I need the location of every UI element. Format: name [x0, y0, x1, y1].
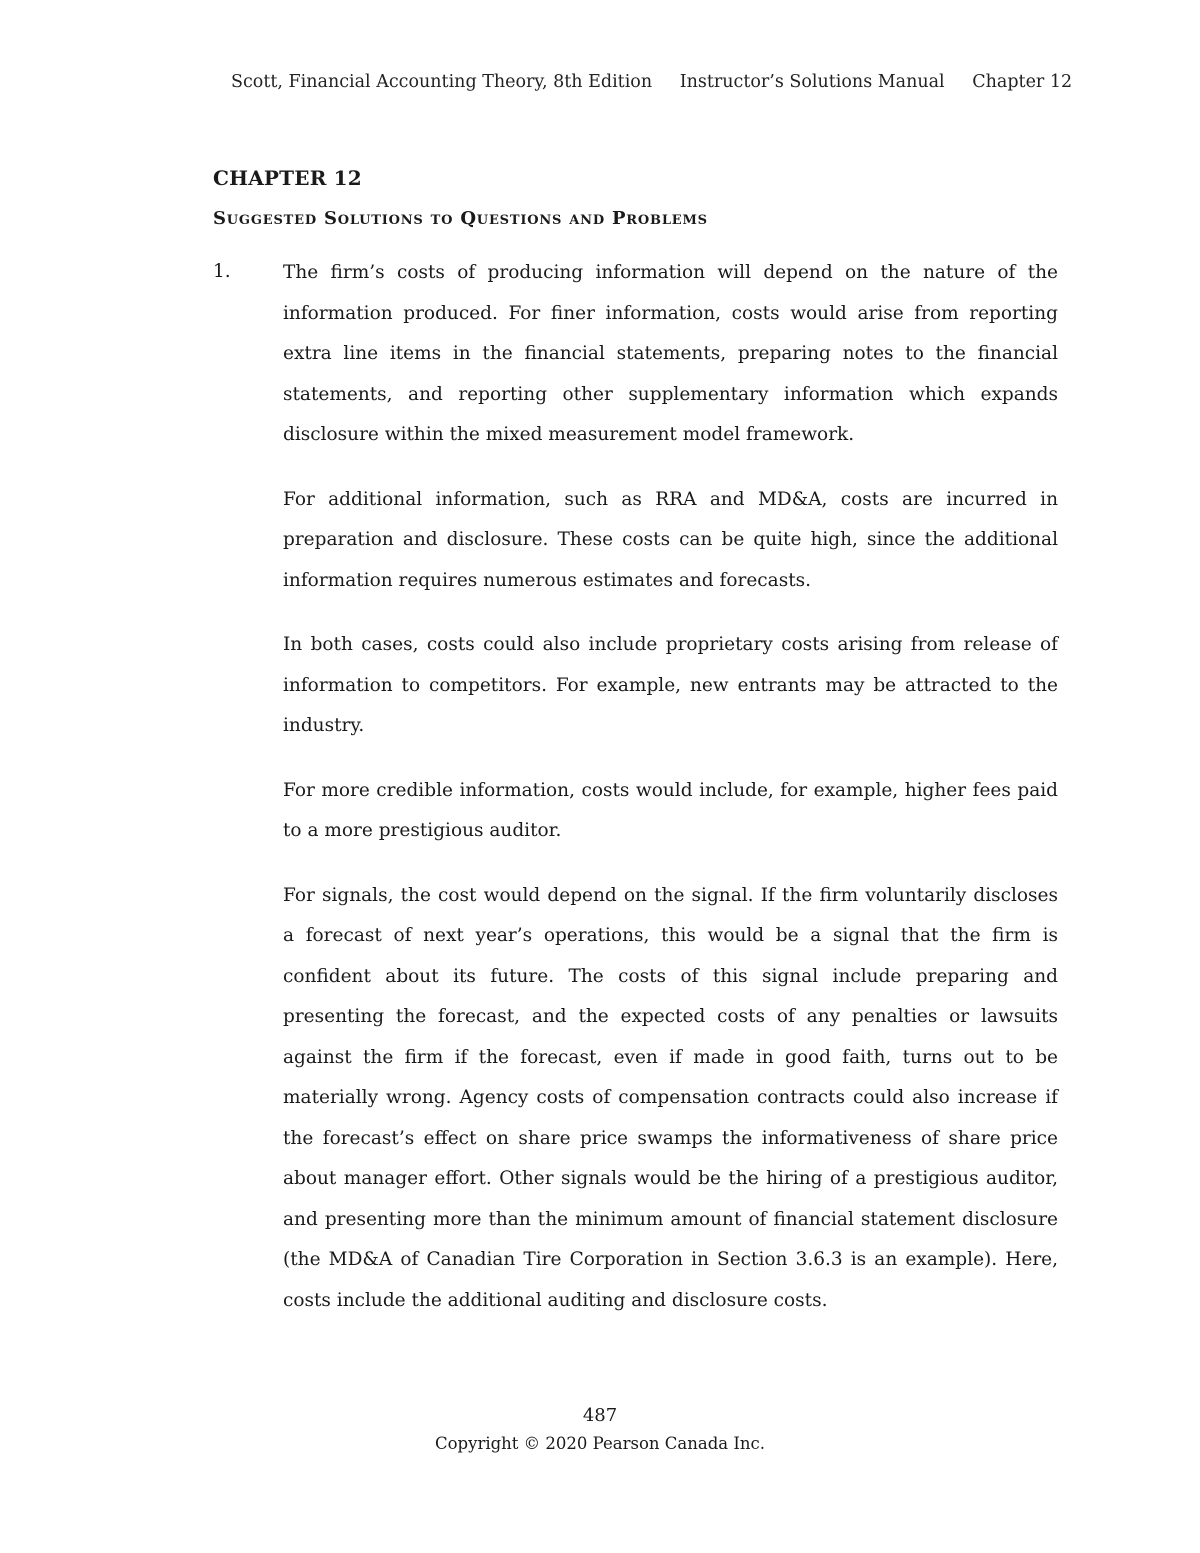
header-manual-title: Instructor’s Solutions Manual: [679, 72, 945, 92]
running-header: [231, 72, 1072, 92]
question-number: 1.: [213, 261, 231, 282]
copyright-notice: Copyright © 2020 Pearson Canada Inc.: [435, 1434, 765, 1453]
answer-body: [283, 253, 1058, 1345]
page-number: 487: [582, 1405, 618, 1426]
page-footer: [0, 1404, 1200, 1456]
answer-paragraph: The firm’s costs of producing information will depend on the nature of the information produced. For finer information, costs would arise from reporting extra line items in the financial statements, preparing notes to the financial statements, and reporting other supplementary information which expands disclosure within the mixed measurement model framework.: [283, 262, 1058, 445]
answer-paragraph: For signals, the cost would depend on the signal. If the firm voluntarily discloses a forecast of next year’s operations, this would be a signal that the firm is confident about its future. The costs of this signal include preparing and presenting the forecast, and the expected costs of any penalties or lawsuits against the firm if the forecast, even if made in good faith, turns out to be materially wrong. Agency costs of compensation contracts could also increase if the forecast’s effect on share price swamps the informativeness of share price about manager effort. Other signals would be the hiring of a prestigious auditor, and presenting more than the minimum amount of financial statement disclosure (the MD&A of Canadian Tire Corporation in Section 3.6.3 is an example). Here, costs include the additional auditing and disclosure costs.: [283, 884, 1058, 1311]
answer-paragraph: For additional information, such as RRA and MD&A, costs are incurred in preparation and disclosure. These costs can be quite high, since the additional information requires numerous estimates and forecasts.: [283, 488, 1058, 591]
section-heading: Suggested Solutions to Questions and Problems: [213, 208, 708, 229]
header-book-title: Scott, Financial Accounting Theory, 8th Edition: [231, 72, 653, 92]
header-chapter: Chapter 12: [972, 72, 1073, 92]
answer-paragraph: In both cases, costs could also include proprietary costs arising from release of information to competitors. For example, new entrants may be attracted to the industry.: [283, 634, 1058, 736]
chapter-title: CHAPTER 12: [213, 166, 362, 190]
answer-paragraph: For more credible information, costs would include, for example, higher fees paid to a more prestigious auditor.: [283, 779, 1058, 841]
